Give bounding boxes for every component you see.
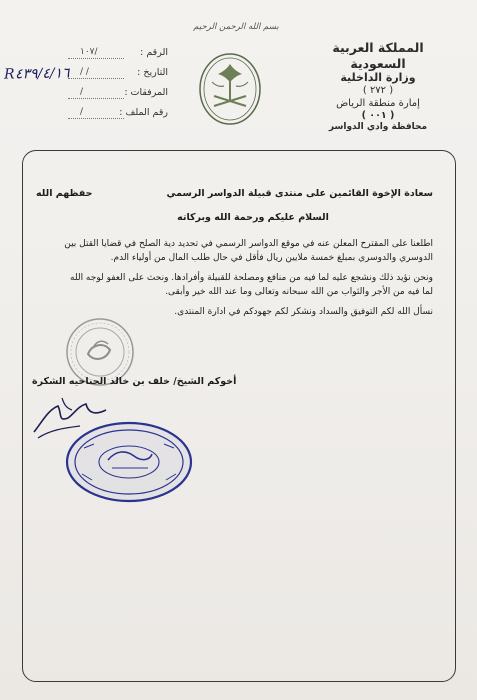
country-name: المملكة العربية السعودية — [332, 40, 424, 71]
attachments-label: المرفقات : — [124, 87, 168, 98]
issuing-authority — [303, 40, 453, 133]
file-number-row — [28, 104, 168, 124]
sender-signoff: أخوكم الشيخ/ خلف بن خالد الحناحيه الشكرة — [32, 376, 237, 387]
official-stamp-icon — [64, 420, 194, 504]
emirate-code: ( ٠٠١ ) — [361, 110, 395, 121]
handwritten-date: R٤٣٩/٤/١٦ — [3, 65, 70, 83]
greeting: السلام عليكم ورحمة الله وبركاته — [177, 212, 329, 223]
salutation: سعادة الإخوة القائمين على منتدى قبيلة الدواسر الرسمي — [166, 188, 433, 199]
emirate-name: إمارة منطقة الرياض — [336, 97, 420, 109]
reference-number-label: الرقم : — [140, 47, 168, 58]
basmala-heading: بسم الله الرحمن الرحيم — [193, 22, 279, 32]
ministry-name: وزارة الداخلية — [340, 71, 416, 85]
reference-number-value: ١٠٧/ — [80, 47, 98, 57]
reference-block — [28, 44, 168, 124]
paragraph-closing: نسأل الله لكم التوفيق والسداد ونشكر لكم جهودكم في ادارة المنتدى. — [174, 307, 433, 317]
file-number-value: / — [80, 107, 84, 117]
paragraph-proposal: اطلعنا على المقترح المعلن عنه في موقع الدواسر الرسمي في تحديد دية الصلح في قضايا القتل بين الدوسري والدوسري بمبلغ خمسة ملايين ريال فأقل في حال طلب المال من أولياء الدم. — [64, 239, 433, 263]
reference-number-row — [28, 44, 168, 64]
attachments-value: / — [80, 87, 84, 97]
ministry-code: ( ٢٧٢ ) — [362, 85, 394, 96]
governorate-name: محافظة وادي الدواسر — [328, 121, 428, 132]
saudi-emblem-icon — [198, 52, 262, 126]
paragraph-support: ونحن نؤيد ذلك ونشجع عليه لما فيه من منافع ومصلحة للقبيلة وأفرادها. ونحث على العفو لوجه الله لما فيه من الأجر والثواب من الله سبحانه وتعالى وما عند الله خير وأبقى. — [70, 273, 433, 297]
attachments-row — [28, 84, 168, 104]
file-number-label: رقم الملف : — [119, 107, 168, 118]
date-value: / / — [80, 67, 89, 77]
honorific: حفظهم الله — [36, 188, 93, 199]
date-label: التاريخ : — [137, 67, 168, 78]
